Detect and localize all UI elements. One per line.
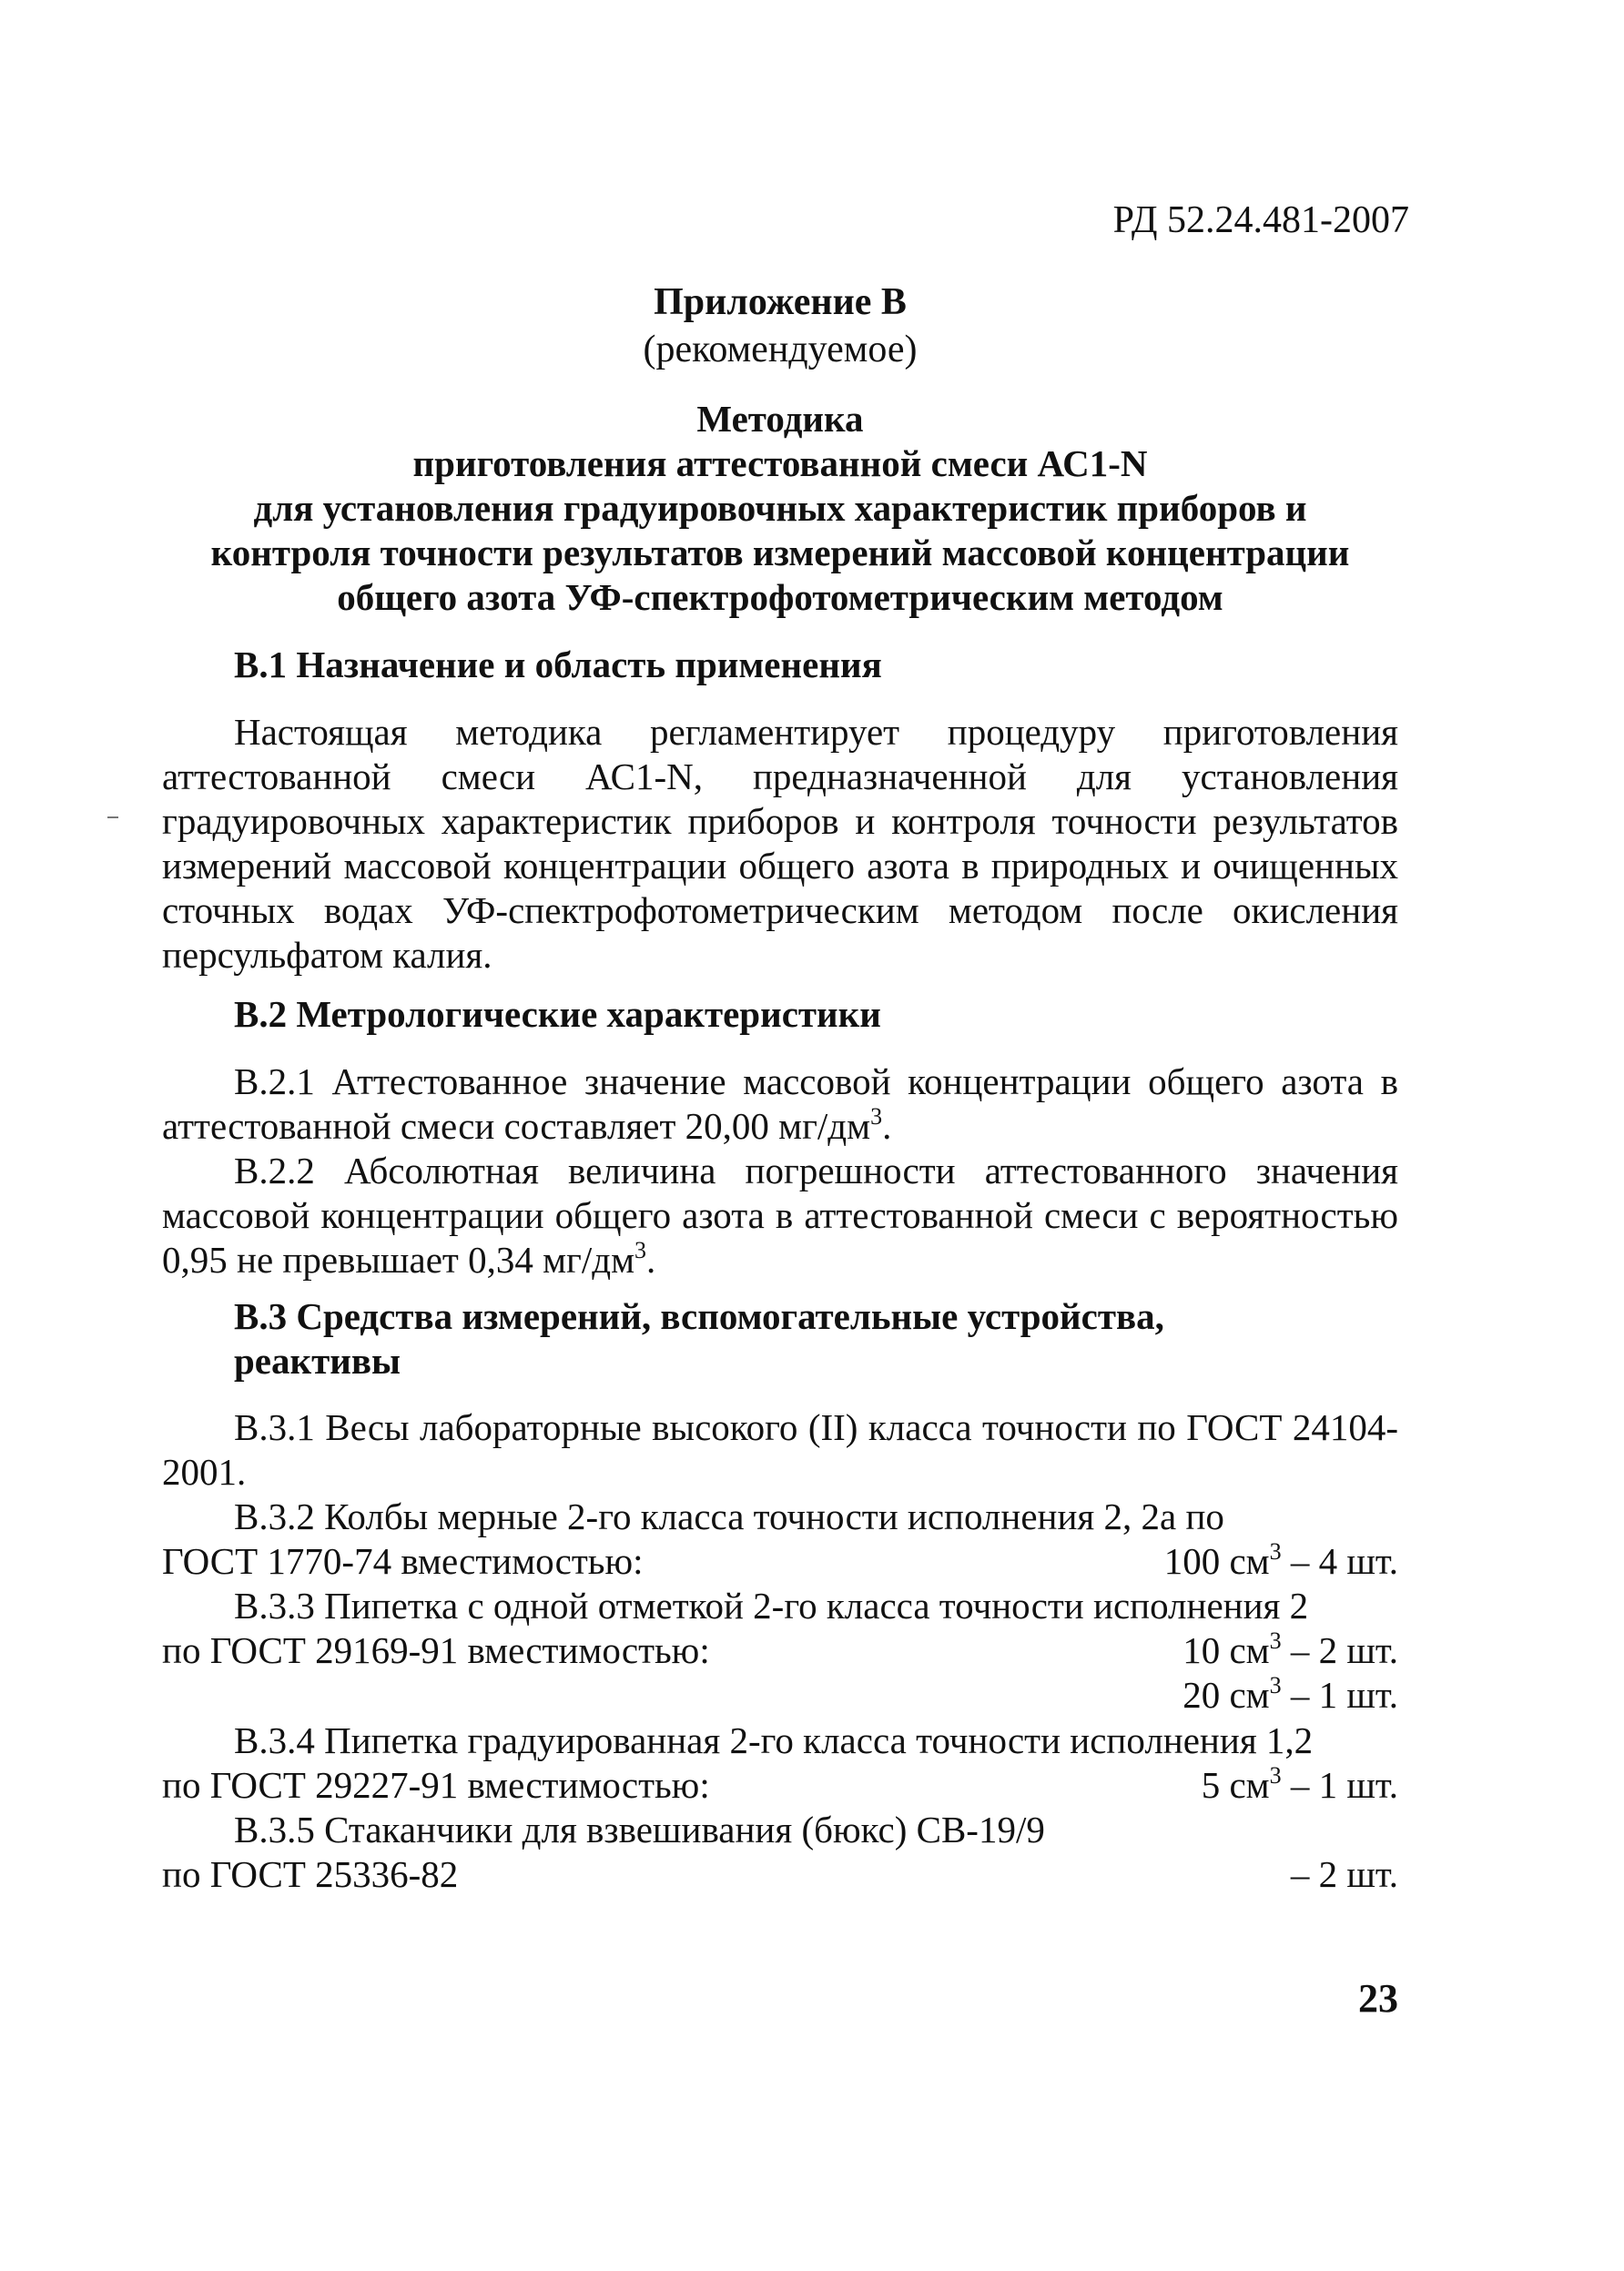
paragraph-b2-2 bbox=[162, 1149, 1398, 1283]
count-value: – 1 шт. bbox=[1281, 1764, 1398, 1806]
volume-value: 10 см bbox=[1182, 1629, 1270, 1671]
paragraph-line: В.3.4 Пипетка градуированная 2-го класса точности исполнения 1,2 bbox=[234, 1719, 1314, 1761]
paragraph-b3-2 bbox=[162, 1495, 1398, 1584]
paragraph-line: В.3.3 Пипетка с одной отметкой 2-го класса точности исполнения 2 bbox=[234, 1585, 1309, 1627]
volume-value: 5 см bbox=[1201, 1764, 1270, 1806]
equipment-quantity-extra bbox=[162, 1673, 1398, 1718]
paragraph-b3-5 bbox=[162, 1808, 1398, 1897]
count-value: – 2 шт. bbox=[1281, 1629, 1398, 1671]
superscript: 3 bbox=[1269, 1762, 1282, 1789]
paragraph-line: В.3.2 Колбы мерные 2-го класса точности исполнения 2, 2а по bbox=[234, 1495, 1224, 1537]
equipment-quantity bbox=[1182, 1628, 1398, 1673]
superscript: 3 bbox=[1269, 1627, 1282, 1654]
superscript: 3 bbox=[1269, 1538, 1282, 1565]
section-b2-heading: В.2 Метрологические характеристики bbox=[234, 993, 881, 1035]
heading-line: общего азота УФ-спектрофотометрическим методом bbox=[337, 576, 1223, 618]
heading-line: контроля точности результатов измерений массовой концентрации bbox=[210, 532, 1350, 573]
appendix-heading bbox=[162, 397, 1398, 620]
appendix-title: Приложение В bbox=[654, 281, 907, 323]
document-number: РД 52.24.481-2007 bbox=[1112, 199, 1409, 241]
paragraph-b2-1 bbox=[162, 1059, 1398, 1149]
equipment-row bbox=[162, 1628, 1398, 1673]
equipment-row bbox=[162, 1539, 1398, 1584]
section-b1-text: Настоящая методика регламентирует процедуру приготовления аттестованной смеси АС1-N, предназначенной для установления градуировочных характеристик приборов и контроля точности результатов измерений массовой концентрации общего азота в природных и очищенных сточных водах УФ-спектрофотометрическим методом после окисления персульфатом калия. bbox=[162, 711, 1398, 976]
paragraph-b3-3 bbox=[162, 1584, 1398, 1718]
paragraph-text: В.2.2 Абсолютная величина погрешности аттестованного значения массовой концентрации общего азота в аттестованной смеси с вероятностью 0,95 не превышает 0,34 мг/дм bbox=[162, 1150, 1398, 1281]
superscript: 3 bbox=[1269, 1672, 1282, 1698]
paragraph-line: В.3.5 Стаканчики для взвешивания (бюкс) СВ-19/9 bbox=[234, 1809, 1045, 1850]
equipment-row bbox=[162, 1852, 1398, 1897]
volume-value: 100 см bbox=[1163, 1540, 1270, 1582]
page-number: 23 bbox=[1358, 1976, 1398, 2021]
superscript: 3 bbox=[634, 1237, 647, 1263]
heading-line: приготовления аттестованной смеси АС1-N bbox=[412, 442, 1148, 484]
volume-value: 20 см bbox=[1182, 1674, 1270, 1716]
paragraph-b3-1: В.3.1 Весы лабораторные высокого (II) класса точности по ГОСТ 24104-2001. bbox=[162, 1406, 1398, 1493]
count-value: – 4 шт. bbox=[1281, 1540, 1398, 1582]
paragraph-text: В.2.1 Аттестованное значение массовой концентрации общего азота в аттестованной смеси составляет 20,00 мг/дм bbox=[162, 1060, 1398, 1147]
heading-line: реактивы bbox=[234, 1340, 401, 1382]
equipment-standard: по ГОСТ 29227-91 вместимостью: bbox=[162, 1764, 710, 1806]
heading-line: В.3 Средства измерений, вспомогательные устройства, bbox=[234, 1295, 1164, 1337]
section-b3-heading bbox=[234, 1294, 1164, 1384]
appendix-status: (рекомендуемое) bbox=[643, 329, 918, 370]
equipment-quantity bbox=[1202, 1763, 1398, 1808]
margin-mark bbox=[107, 816, 118, 818]
equipment-quantity bbox=[1164, 1539, 1398, 1584]
superscript: 3 bbox=[870, 1103, 883, 1130]
equipment-standard: по ГОСТ 25336-82 bbox=[162, 1853, 459, 1895]
paragraph-end: . bbox=[646, 1239, 656, 1281]
equipment-standard: по ГОСТ 29169-91 вместимостью: bbox=[162, 1629, 710, 1671]
section-b1-heading: В.1 Назначение и область применения bbox=[234, 644, 882, 685]
count-value: – 2 шт. bbox=[1290, 1853, 1398, 1895]
count-value: – 1 шт. bbox=[1281, 1674, 1398, 1716]
paragraph-b3-4 bbox=[162, 1718, 1398, 1808]
paragraph-end: . bbox=[882, 1105, 892, 1147]
equipment-standard: ГОСТ 1770-74 вместимостью: bbox=[162, 1540, 644, 1582]
heading-line: Методика bbox=[696, 398, 864, 440]
heading-line: для установления градуировочных характеристик приборов и bbox=[253, 487, 1307, 529]
equipment-row bbox=[162, 1763, 1398, 1808]
